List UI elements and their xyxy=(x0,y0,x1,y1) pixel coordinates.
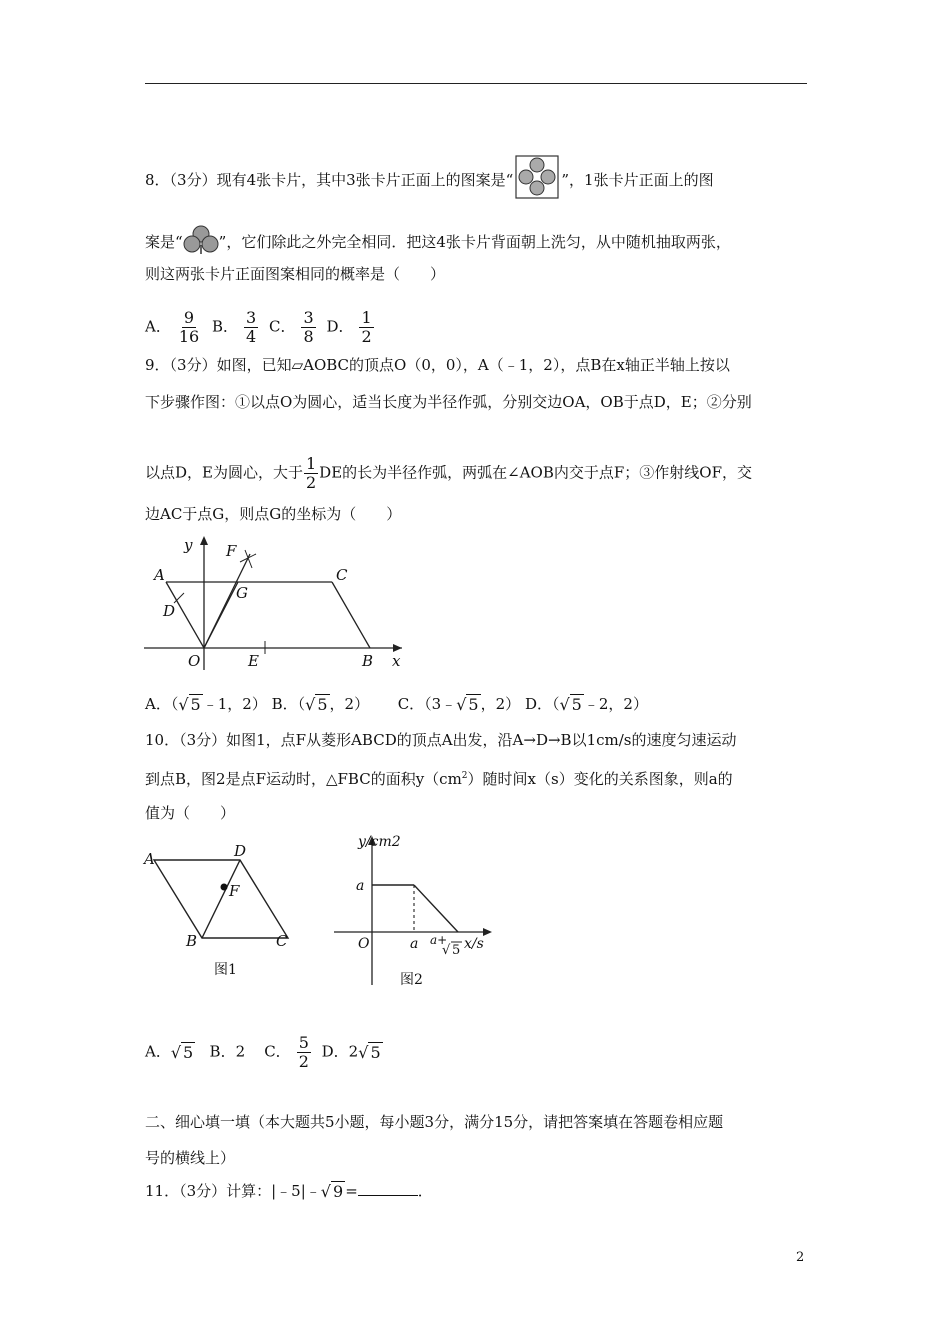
q11-line: 11．（3分）计算：|﹣5|﹣√ 9 = ． xyxy=(145,1182,433,1201)
fig-label-x: x xyxy=(392,652,401,670)
q10-figure-1-rhombus xyxy=(140,842,300,982)
fig-label-C: C xyxy=(336,566,348,584)
fig2-label-a-x: a xyxy=(410,936,419,952)
card-pattern-four-circles-icon xyxy=(515,155,559,199)
q9-a-sqrt: √ 5 xyxy=(178,695,201,714)
fig1-label-C: C xyxy=(276,932,288,950)
header-rule xyxy=(145,83,807,84)
q8-option-c-fraction: $\frac{3}{8}$ xyxy=(303,308,314,346)
fig2-label-a-plus: a+ xyxy=(430,933,448,947)
q11-sqrt: √ 9 xyxy=(320,1182,344,1201)
card-pattern-clover-icon xyxy=(183,225,219,255)
q8-option-d-fraction: $\frac{1}{2}$ xyxy=(361,308,372,346)
page-number: 2 xyxy=(796,1250,805,1265)
q8-line-1: 8．（3分）现有4张卡片，其中3张卡片正面上的图案是“ ”，1张卡片正面上的图 xyxy=(145,155,714,199)
section2-heading-line-1: 二、细心填一填（本大题共5小题，每小题3分，满分15分，请把答案填在答题卷相应题 xyxy=(145,1113,724,1131)
q10-line-3: 值为（ ） xyxy=(145,804,236,822)
q8-line-3: 则这两张卡片正面图案相同的概率是（ ） xyxy=(145,265,446,283)
fig-label-y: y xyxy=(184,536,193,554)
fig2-label-O: O xyxy=(358,936,370,952)
q9-line-3: 以点D，E为圆心，大于 $\frac{1}{2}$ DE的长为半径作弧，两弧在∠AOB内交于点F；③作射线OF，交 xyxy=(145,454,752,492)
q9-b-sqrt: √ 5 xyxy=(305,695,328,714)
fig-label-D: D xyxy=(163,602,176,620)
fig-label-B: B xyxy=(362,652,374,670)
q10-figure-2-graph xyxy=(330,830,505,990)
q10-options: A．√ 5 B．2 C． $\frac{5}{2}$ D．2√ 5 xyxy=(145,1033,381,1071)
fig2-caption: 图2 xyxy=(400,972,423,988)
fig1-label-A: A xyxy=(144,850,155,868)
q9-options: A．（√ 5 ﹣1，2） B．（√ 5 ，2） C．（3﹣√ 5 ，2） D．（√ 5 ﹣2，2） xyxy=(145,695,648,714)
q8-options: A． $\frac{9}{16}$ B． $\frac{3}{4}$ C． $\frac{3}{8}$ D． $\frac{1}{2}$ xyxy=(145,308,372,346)
q9-line-4: 边AC于点G，则点G的坐标为（ ） xyxy=(145,505,402,523)
q8-option-a-fraction: $\frac{9}{16}$ xyxy=(178,308,200,346)
q8-line-2: 案是“ ”，它们除此之外完全相同．把这4张卡片背面朝上洗匀，从中随机抽取两张， xyxy=(145,225,731,255)
fig-label-O: O xyxy=(188,652,201,670)
fig2-xlabel: x/s xyxy=(464,936,484,952)
q8-option-b-fraction: $\frac{3}{4}$ xyxy=(246,308,257,346)
fig-label-G: G xyxy=(236,584,248,602)
q9-line-2: 下步骤作图：①以点O为圆心，适当长度为半径作弧，分别交边OA，OB于点D，E；②分别 xyxy=(145,393,752,411)
q10-a-sqrt: √ 5 xyxy=(170,1042,194,1062)
q10-d-sqrt: √ 5 xyxy=(358,1042,381,1062)
q10-line-2: 到点B，图2是点F运动时，△FBC的面积$y(cm^2)$随时间x（s）变化的关系图象，则a的 xyxy=(145,770,733,788)
fig2-ylabel: y/cm2 xyxy=(358,834,401,850)
q10-c-fraction: $\frac{5}{2}$ xyxy=(298,1033,309,1071)
fig2-label-a-y: a xyxy=(356,878,365,894)
svg-text:√: √ xyxy=(442,943,451,958)
fig-label-A: A xyxy=(154,566,165,584)
q9-c-sqrt: √ 5 xyxy=(456,695,479,714)
fig1-label-F: F xyxy=(229,882,240,900)
fig-label-F: F xyxy=(226,542,237,560)
q9-d-sqrt: √ 5 xyxy=(559,695,582,714)
q9-line-1: 9．（3分）如图，已知▱AOBC的顶点O（0，0），A（﹣1，2），点B在x轴正半轴上按以 xyxy=(145,356,730,374)
fig-label-E: E xyxy=(248,652,259,670)
fig1-label-D: D xyxy=(234,842,247,860)
fig1-caption: 图1 xyxy=(214,962,237,978)
q9-figure-parallelogram xyxy=(140,530,410,675)
section2-heading-line-2: 号的横线上） xyxy=(145,1149,236,1167)
q11-answer-blank xyxy=(358,1181,418,1196)
q10-line-1: 10．（3分）如图1，点F从菱形ABCD的顶点A出发，沿A→D→B以1cm/s的速度匀速运动 xyxy=(145,731,737,749)
q9-half-fraction: $\frac{1}{2}$ xyxy=(305,454,317,492)
fig2-label-sqrt5: 5 xyxy=(452,943,461,958)
fig1-label-B: B xyxy=(186,932,198,950)
